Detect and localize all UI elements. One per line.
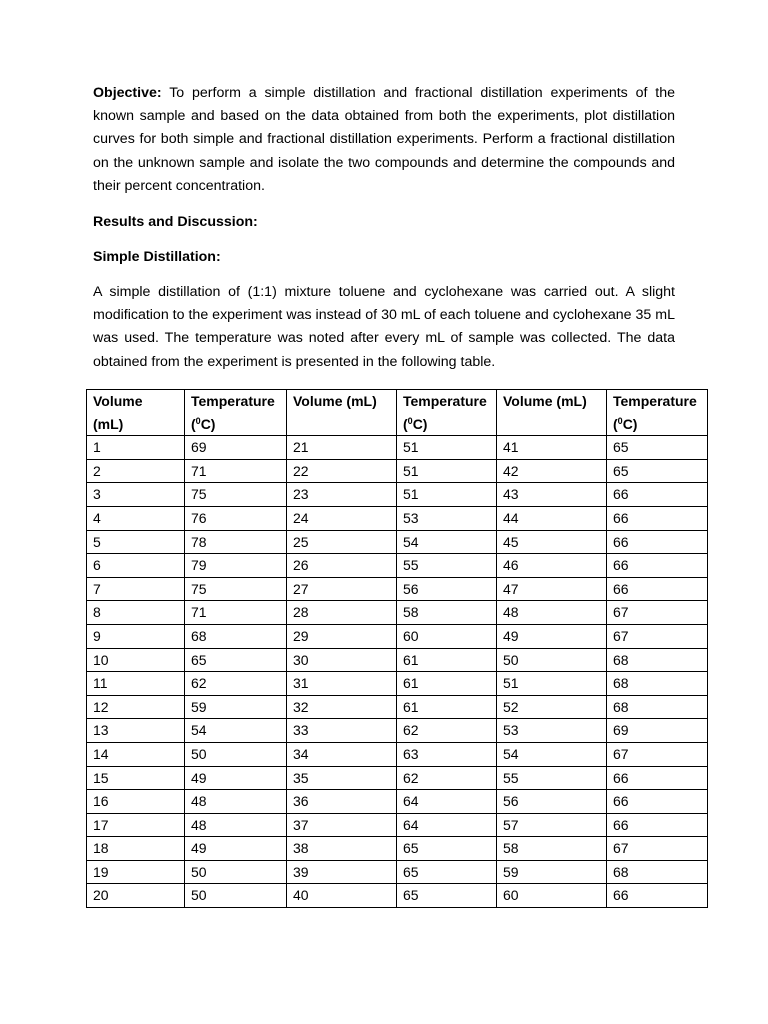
table-cell: 5 <box>87 530 185 554</box>
table-cell: 61 <box>397 695 497 719</box>
header-volume-3: Volume (mL) <box>497 390 607 436</box>
table-row <box>87 790 708 814</box>
table-cell: 66 <box>607 766 708 790</box>
table-cell: 7 <box>87 577 185 601</box>
table-cell: 51 <box>497 672 607 696</box>
table-cell: 66 <box>607 483 708 507</box>
table-cell: 14 <box>87 742 185 766</box>
table-cell: 53 <box>397 506 497 530</box>
table-cell: 64 <box>397 813 497 837</box>
table-cell: 53 <box>497 719 607 743</box>
table-cell: 56 <box>497 790 607 814</box>
objective-paragraph <box>93 82 675 198</box>
table-cell: 55 <box>397 554 497 578</box>
table-cell: 49 <box>185 766 287 790</box>
table-row <box>87 624 708 648</box>
table-row <box>87 766 708 790</box>
table-row <box>87 884 708 908</box>
header-temperature-1: Temperature ($^0$C) <box>185 390 287 436</box>
table-row <box>87 554 708 578</box>
table-cell: 13 <box>87 719 185 743</box>
objective-text: To perform a simple distillation and fractional distillation experiments of the known sample and based on the data obtained from both the experiments, plot distillation curves for both simple and fractional distillation experiments. Perform a fractional distillation on the unknown sample and isolate the two compounds and determine the compounds and their percent concentration. <box>93 85 675 194</box>
table-cell: 66 <box>607 813 708 837</box>
table-cell: 64 <box>397 790 497 814</box>
table-cell: 2 <box>87 459 185 483</box>
header-temperature-2: Temperature ($^0$C) <box>397 390 497 436</box>
table-row <box>87 719 708 743</box>
table-cell: 55 <box>497 766 607 790</box>
table-cell: 4 <box>87 506 185 530</box>
table-cell: 62 <box>397 719 497 743</box>
header-volume-2: Volume (mL) <box>287 390 397 436</box>
table-cell: 66 <box>607 790 708 814</box>
simple-distillation-heading: Simple Distillation: <box>93 249 221 265</box>
table-cell: 68 <box>185 624 287 648</box>
table-cell: 54 <box>397 530 497 554</box>
table-cell: 71 <box>185 459 287 483</box>
table-cell: 63 <box>397 742 497 766</box>
table-cell: 66 <box>607 530 708 554</box>
table-cell: 45 <box>497 530 607 554</box>
table-cell: 39 <box>287 860 397 884</box>
table-cell: 56 <box>397 577 497 601</box>
table-cell: 79 <box>185 554 287 578</box>
table-cell: 20 <box>87 884 185 908</box>
table-cell: 32 <box>287 695 397 719</box>
table-cell: 51 <box>397 483 497 507</box>
table-cell: 27 <box>287 577 397 601</box>
table-row <box>87 695 708 719</box>
table-cell: 67 <box>607 742 708 766</box>
table-cell: 66 <box>607 554 708 578</box>
table-cell: 11 <box>87 672 185 696</box>
table-cell: 65 <box>607 459 708 483</box>
table-row <box>87 648 708 672</box>
simple-distillation-paragraph: A simple distillation of (1:1) mixture toluene and cyclohexane was carried out. A slight modification to the experiment was instead of 30 mL of each toluene and cyclohexane 35 mL was used. The temperature was noted after every mL of sample was collected. The data obtained from the experiment is presented in the following table. <box>93 284 675 370</box>
table-row <box>87 742 708 766</box>
table-cell: 65 <box>397 884 497 908</box>
table-row <box>87 601 708 625</box>
table-cell: 42 <box>497 459 607 483</box>
table-cell: 47 <box>497 577 607 601</box>
table-cell: 57 <box>497 813 607 837</box>
results-heading: Results and Discussion: <box>93 214 258 230</box>
table-cell: 28 <box>287 601 397 625</box>
table-cell: 30 <box>287 648 397 672</box>
table-cell: 23 <box>287 483 397 507</box>
table-cell: 69 <box>607 719 708 743</box>
table-cell: 54 <box>497 742 607 766</box>
table-cell: 51 <box>397 436 497 460</box>
table-cell: 1 <box>87 436 185 460</box>
table-cell: 71 <box>185 601 287 625</box>
table-cell: 22 <box>287 459 397 483</box>
table-cell: 59 <box>185 695 287 719</box>
table-cell: 67 <box>607 601 708 625</box>
table-row <box>87 577 708 601</box>
table-cell: 75 <box>185 577 287 601</box>
table-cell: 65 <box>607 436 708 460</box>
table-row <box>87 530 708 554</box>
table-cell: 52 <box>497 695 607 719</box>
table-cell: 18 <box>87 837 185 861</box>
table-row <box>87 459 708 483</box>
table-cell: 60 <box>497 884 607 908</box>
table-cell: 46 <box>497 554 607 578</box>
table-cell: 66 <box>607 884 708 908</box>
table-cell: 29 <box>287 624 397 648</box>
table-cell: 9 <box>87 624 185 648</box>
table-cell: 26 <box>287 554 397 578</box>
table-cell: 60 <box>397 624 497 648</box>
table-cell: 69 <box>185 436 287 460</box>
table-row <box>87 506 708 530</box>
table-cell: 40 <box>287 884 397 908</box>
table-cell: 12 <box>87 695 185 719</box>
table-cell: 50 <box>185 884 287 908</box>
table-cell: 37 <box>287 813 397 837</box>
table-cell: 6 <box>87 554 185 578</box>
table-body <box>87 436 708 908</box>
table-cell: 43 <box>497 483 607 507</box>
table-cell: 65 <box>185 648 287 672</box>
table-row <box>87 813 708 837</box>
table-header-row <box>87 390 708 436</box>
table-cell: 61 <box>397 672 497 696</box>
table-cell: 61 <box>397 648 497 672</box>
table-cell: 59 <box>497 860 607 884</box>
table-row <box>87 483 708 507</box>
table-cell: 49 <box>497 624 607 648</box>
table-cell: 67 <box>607 837 708 861</box>
table-cell: 75 <box>185 483 287 507</box>
table-cell: 48 <box>185 813 287 837</box>
table-cell: 48 <box>497 601 607 625</box>
table-cell: 16 <box>87 790 185 814</box>
table-cell: 68 <box>607 695 708 719</box>
table-cell: 10 <box>87 648 185 672</box>
table-cell: 8 <box>87 601 185 625</box>
table-cell: 68 <box>607 648 708 672</box>
table-cell: 19 <box>87 860 185 884</box>
table-cell: 76 <box>185 506 287 530</box>
table-cell: 51 <box>397 459 497 483</box>
table-cell: 49 <box>185 837 287 861</box>
table-cell: 54 <box>185 719 287 743</box>
table-cell: 35 <box>287 766 397 790</box>
table-cell: 66 <box>607 577 708 601</box>
table-cell: 50 <box>185 860 287 884</box>
table-cell: 78 <box>185 530 287 554</box>
objective-label: Objective: <box>93 85 162 101</box>
table-cell: 36 <box>287 790 397 814</box>
header-volume-1: Volume (mL) <box>87 390 185 436</box>
table-row <box>87 837 708 861</box>
table-cell: 25 <box>287 530 397 554</box>
table-row <box>87 860 708 884</box>
table-cell: 66 <box>607 506 708 530</box>
table-cell: 62 <box>185 672 287 696</box>
table-cell: 33 <box>287 719 397 743</box>
table-cell: 67 <box>607 624 708 648</box>
table-cell: 50 <box>497 648 607 672</box>
table-cell: 65 <box>397 837 497 861</box>
header-temperature-3: Temperature ($^0$C) <box>607 390 708 436</box>
table-row <box>87 436 708 460</box>
table-cell: 68 <box>607 672 708 696</box>
table-cell: 15 <box>87 766 185 790</box>
table-cell: 17 <box>87 813 185 837</box>
table-cell: 34 <box>287 742 397 766</box>
table-cell: 48 <box>185 790 287 814</box>
table-cell: 21 <box>287 436 397 460</box>
table-cell: 50 <box>185 742 287 766</box>
table-cell: 31 <box>287 672 397 696</box>
table-cell: 58 <box>397 601 497 625</box>
table-cell: 3 <box>87 483 185 507</box>
table-cell: 38 <box>287 837 397 861</box>
table-cell: 41 <box>497 436 607 460</box>
table-cell: 62 <box>397 766 497 790</box>
distillation-data-table <box>86 389 708 908</box>
table-row <box>87 672 708 696</box>
table-cell: 68 <box>607 860 708 884</box>
table-cell: 24 <box>287 506 397 530</box>
table-cell: 58 <box>497 837 607 861</box>
table-cell: 65 <box>397 860 497 884</box>
table-cell: 44 <box>497 506 607 530</box>
